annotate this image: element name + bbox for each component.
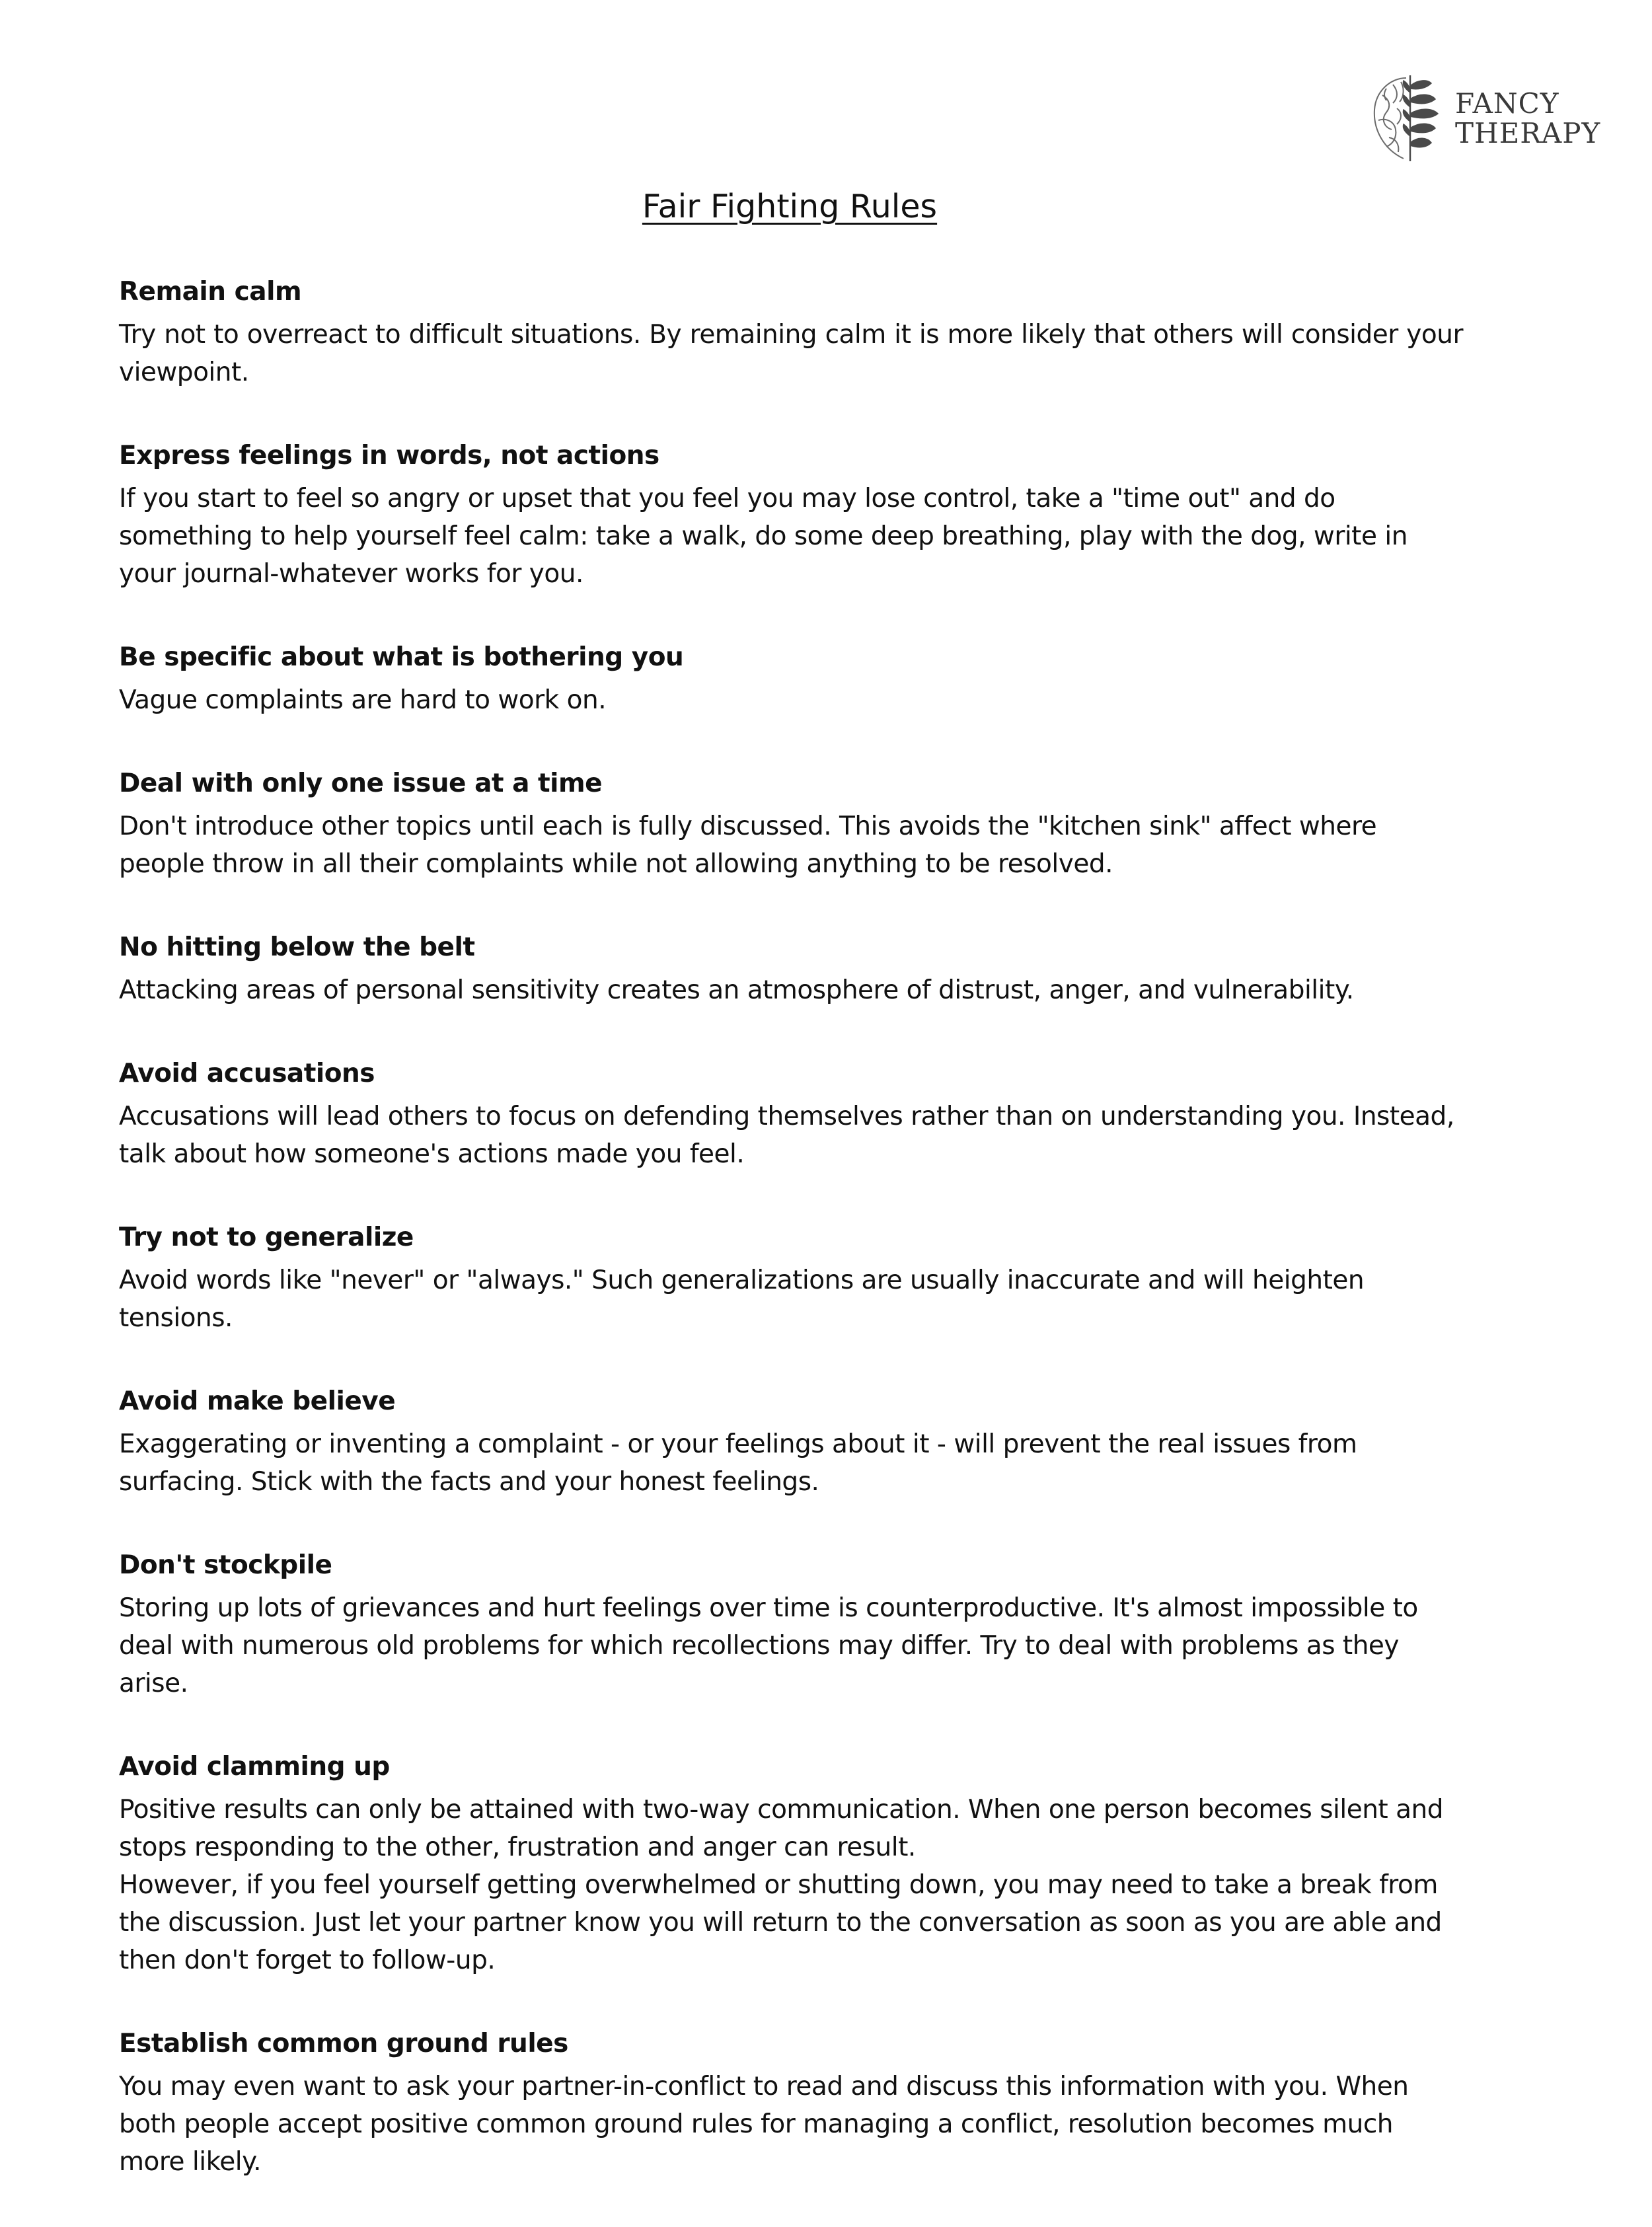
rule-body: Exaggerating or inventing a complaint - or your feelings about it - will prevent the real issues from surfacing. Stick with the facts and your honest feelings.	[119, 1429, 1357, 1497]
rule-common-ground	[119, 2025, 1463, 2181]
rule-heading: Establish common ground rules	[119, 2029, 568, 2058]
rule-express-feelings	[119, 437, 1463, 593]
rule-be-specific	[119, 639, 1463, 719]
rule-heading: Avoid make believe	[119, 1386, 396, 1416]
rule-clamming-up	[119, 1749, 1463, 1979]
rule-body: You may even want to ask your partner-in-conflict to read and discuss this information with you. When both people accept positive common ground rules for managing a conflict, resolution becomes much more likely.	[119, 2072, 1409, 2177]
rule-body: Try not to overreact to difficult situations. By remaining calm it is more likely that others will consider your viewpoint.	[119, 320, 1463, 387]
rule-no-hitting	[119, 929, 1463, 1009]
fancy-therapy-logo	[1367, 69, 1601, 168]
rule-heading: Don't stockpile	[119, 1550, 332, 1580]
rule-body: Storing up lots of grievances and hurt feelings over time is counterproductive. It's almost impossible to deal with numerous old problems for which recollections may differ. Try to deal with problems as they arise.	[119, 1593, 1418, 1698]
rule-remain-calm	[119, 274, 1463, 391]
rule-body: Vague complaints are hard to work on.	[119, 685, 607, 715]
rule-heading: Deal with only one issue at a time	[119, 769, 603, 798]
rules-list	[119, 274, 1463, 2227]
rule-body-continued: However, if you feel yourself getting overwhelmed or shutting down, you may need to take a break from the discussion. Just let your partner know you will return to the conversation as soon as you are able and then don't forget to follow-up.	[119, 1870, 1442, 1975]
brain-leaf-icon	[1367, 69, 1451, 168]
rule-body: Attacking areas of personal sensitivity creates an atmosphere of distrust, anger, and vulnerability.	[119, 975, 1354, 1005]
logo-line-1: FANCY	[1455, 87, 1559, 120]
rule-one-issue	[119, 765, 1463, 883]
rule-heading: Be specific about what is bothering you	[119, 642, 684, 672]
rule-body: Accusations will lead others to focus on defending themselves rather than on understanding you. Instead, talk about how someone's actions made you feel.	[119, 1102, 1454, 1169]
page-title: Fair Fighting Rules	[642, 188, 938, 225]
rule-body: Positive results can only be attained with two-way communication. When one person becomes silent and stops responding to the other, frustration and anger can result.	[119, 1795, 1443, 1862]
rule-body: Don't introduce other topics until each is fully discussed. This avoids the "kitchen sink" affect where people throw in all their complaints while not allowing anything to be resolved.	[119, 812, 1377, 879]
rule-body: Avoid words like "never" or "always." Such generalizations are usually inaccurate and will heighten tensions.	[119, 1265, 1365, 1333]
rule-heading: Express feelings in words, not actions	[119, 441, 659, 471]
rule-make-believe	[119, 1383, 1463, 1501]
rule-body: If you start to feel so angry or upset that you feel you may lose control, take a "time out" and do something to help yourself feel calm: take a walk, do some deep breathing, play with the dog, write in your journal-whatever works for you.	[119, 484, 1408, 589]
rule-heading: Avoid accusations	[119, 1059, 375, 1088]
rule-heading: Remain calm	[119, 277, 302, 307]
rule-heading: No hitting below the belt	[119, 932, 475, 962]
rule-stockpile	[119, 1547, 1463, 1702]
logo-line-2: THERAPY	[1455, 117, 1601, 149]
rule-not-generalize	[119, 1219, 1463, 1337]
rule-avoid-accusations	[119, 1055, 1463, 1173]
logo-wordmark	[1455, 89, 1600, 148]
rule-heading: Avoid clamming up	[119, 1752, 390, 1782]
rule-heading: Try not to generalize	[119, 1223, 414, 1252]
